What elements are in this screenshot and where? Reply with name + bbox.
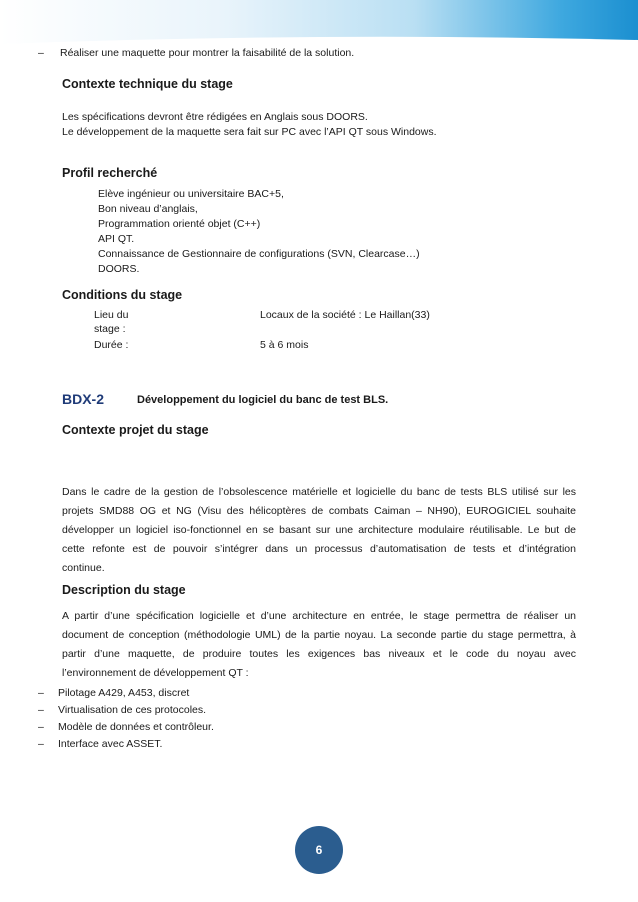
description-paragraph bbox=[62, 607, 576, 683]
offer-code: BDX-2 bbox=[62, 391, 105, 407]
contexte-technique-line: Le développement de la maquette sera fait sur PC avec l’API QT sous Windows. bbox=[62, 126, 437, 138]
section-heading-description: Description du stage bbox=[62, 583, 186, 597]
description-bullet: Virtualisation de ces protocoles. bbox=[58, 704, 207, 716]
profil-item: DOORS. bbox=[98, 263, 140, 275]
profil-item: Connaissance de Gestionnaire de configurations (SVN, Clearcase…) bbox=[98, 248, 420, 260]
duree-label: Durée : bbox=[94, 339, 129, 351]
profil-item: API QT. bbox=[98, 233, 135, 245]
contexte-technique-line: Les spécifications devront être rédigées en Anglais sous DOORS. bbox=[62, 111, 368, 123]
lieu-label-cont: stage : bbox=[94, 323, 126, 335]
paragraph-line: document de conception (méthodologie UML) de la partie noyau. La seconde partie du stage permettra, à bbox=[62, 629, 576, 641]
section-heading-contexte-technique: Contexte technique du stage bbox=[62, 77, 233, 91]
section-heading-contexte-projet: Contexte projet du stage bbox=[62, 423, 209, 437]
bullet-dash: – bbox=[38, 721, 44, 733]
paragraph-line: cette refonte est de pouvoir s’intégrer dans un processus d’automatisation de tests et d’intégration bbox=[62, 543, 576, 555]
page-number-badge: 6 bbox=[295, 826, 343, 874]
paragraph-line: partir d’une maquette, de produire toutes les exigences bas niveaux et le code du noyau avec bbox=[62, 648, 576, 660]
paragraph-line: développer un logiciel iso-fonctionnel en se basant sur une architecture modulaire réutilisable. Le but de bbox=[62, 524, 576, 536]
lieu-label: Lieu du bbox=[94, 309, 129, 321]
description-bullet: Modèle de données et contrôleur. bbox=[58, 721, 214, 733]
bullet-dash: – bbox=[38, 738, 44, 750]
paragraph-line: Dans le cadre de la gestion de l’obsolescence matérielle et logicielle du banc de tests BLS utilisé sur les bbox=[62, 486, 576, 498]
paragraph-line: l’environnement de développement QT : bbox=[62, 667, 249, 679]
section-heading-conditions: Conditions du stage bbox=[62, 288, 183, 302]
intro-bullet-text: Réaliser une maquette pour montrer la faisabilité de la solution. bbox=[60, 47, 355, 59]
profil-item: Elève ingénieur ou universitaire BAC+5, bbox=[98, 188, 284, 200]
bullet-dash: – bbox=[38, 704, 44, 716]
description-bullet: Interface avec ASSET. bbox=[58, 738, 163, 750]
description-bullet: Pilotage A429, A453, discret bbox=[58, 687, 190, 699]
profil-item: Programmation orienté objet (C++) bbox=[98, 218, 261, 230]
contexte-projet-paragraph bbox=[62, 483, 576, 578]
duree-value: 5 à 6 mois bbox=[260, 339, 309, 351]
offer-title: Développement du logiciel du banc de test BLS. bbox=[137, 394, 389, 406]
paragraph-line: continue. bbox=[62, 562, 105, 574]
bullet-dash: – bbox=[38, 687, 44, 699]
paragraph-line: A partir d’une spécification logicielle et d’une architecture en entrée, le stage permettra de réaliser un bbox=[62, 610, 576, 622]
paragraph-line: projets SMD88 OG et NG (Visu des hélicoptères de combats Caiman – NH90), EUROGICIEL souhaite bbox=[62, 505, 576, 517]
lieu-value: Locaux de la société : Le Haillan(33) bbox=[260, 309, 430, 321]
section-heading-profil: Profil recherché bbox=[62, 166, 158, 180]
bullet-dash: – bbox=[38, 47, 44, 59]
profil-item: Bon niveau d’anglais, bbox=[98, 203, 198, 215]
